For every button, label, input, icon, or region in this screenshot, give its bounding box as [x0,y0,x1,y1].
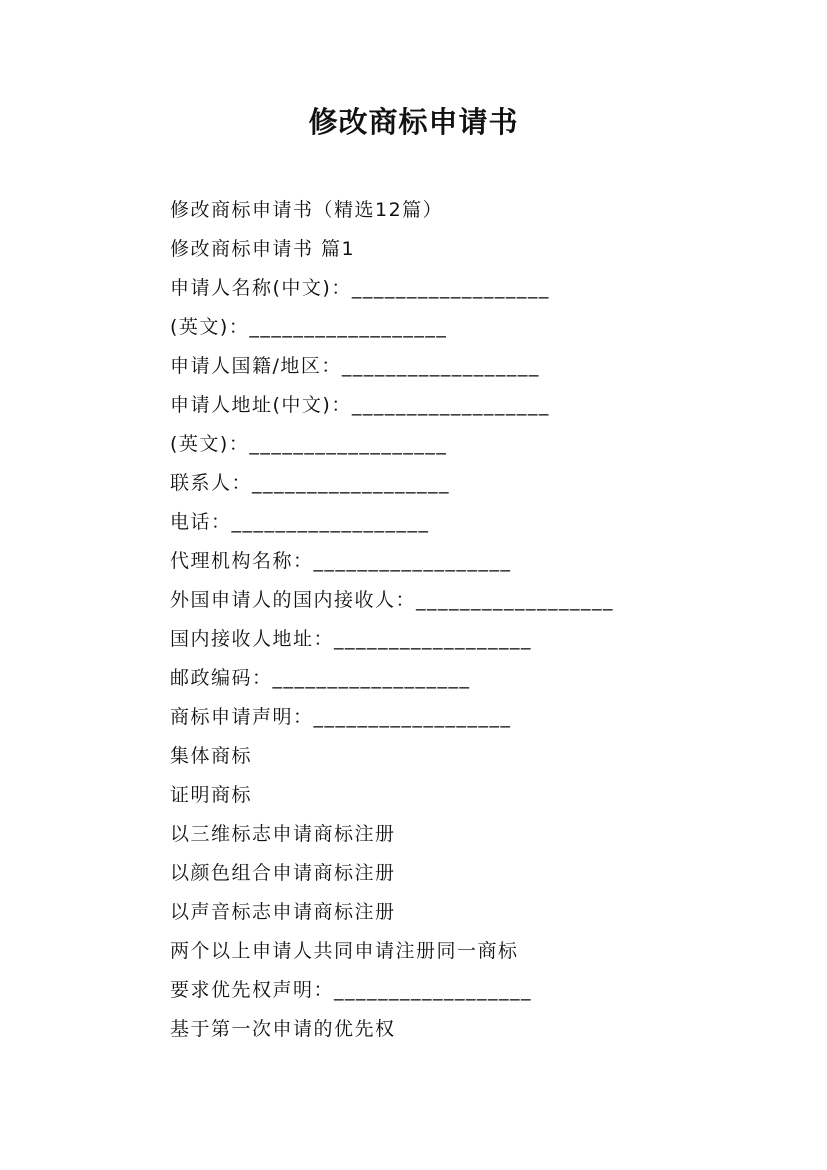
postal-code-field: 邮政编码：__________________ [170,667,471,689]
priority-declaration-field: 要求优先权声明：__________________ [170,979,533,1001]
certification-mark-item: 证明商标 [170,784,253,806]
subtitle-line: 修改商标申请书（精选12篇） [170,199,444,221]
applicant-address-cn-field: 申请人地址(中文)：__________________ [170,394,550,416]
applicant-nationality-field: 申请人国籍/地区：__________________ [170,355,540,377]
applicant-name-en-field: (英文)：__________________ [170,316,448,338]
sound-mark-item: 以声音标志申请商标注册 [170,901,396,923]
three-dimensional-mark-item: 以三维标志申请商标注册 [170,823,396,845]
domestic-recipient-field: 外国申请人的国内接收人：__________________ [170,589,615,611]
trademark-declaration-field: 商标申请声明：__________________ [170,706,512,728]
applicant-name-cn-field: 申请人名称(中文)：__________________ [170,277,550,299]
first-application-priority-item: 基于第一次申请的优先权 [170,1018,396,1040]
phone-field: 电话：__________________ [170,511,430,533]
contact-person-field: 联系人：__________________ [170,472,451,494]
joint-application-item: 两个以上申请人共同申请注册同一商标 [170,940,519,962]
collective-mark-item: 集体商标 [170,745,253,767]
recipient-address-field: 国内接收人地址：__________________ [170,628,533,650]
document-body [170,191,790,1049]
document-title: 修改商标申请书 [308,105,519,139]
section-heading: 修改商标申请书 篇1 [170,238,356,260]
color-combination-mark-item: 以颜色组合申请商标注册 [170,862,396,884]
applicant-address-en-field: (英文)：__________________ [170,433,448,455]
agency-name-field: 代理机构名称：__________________ [170,550,512,572]
